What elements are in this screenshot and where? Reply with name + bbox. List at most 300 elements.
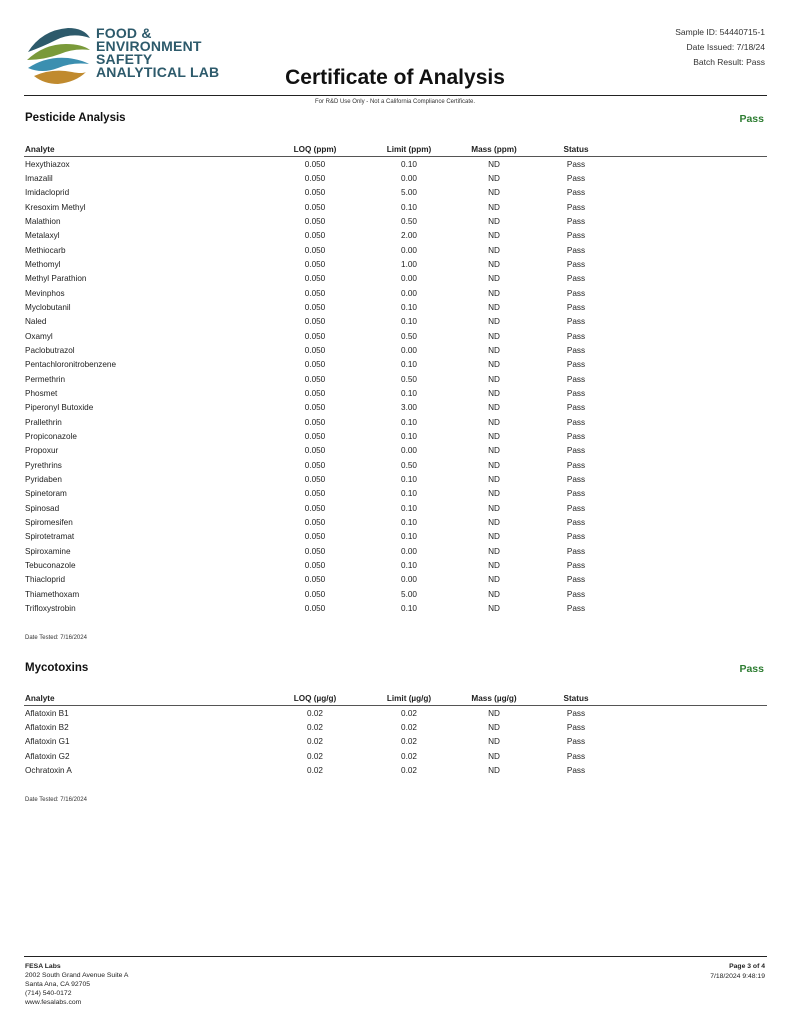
loq-cell: 0.050: [304, 589, 326, 599]
table-row: [24, 763, 767, 777]
analyte-cell: Aflatoxin B1: [25, 708, 69, 718]
mass-cell: ND: [488, 722, 500, 732]
limit-cell: 0.00: [401, 575, 417, 585]
table-row: [24, 444, 767, 458]
status-cell: Pass: [566, 765, 586, 775]
status-cell: Pass: [566, 737, 586, 747]
limit-cell: 0.00: [401, 173, 417, 183]
mass-cell: ND: [488, 560, 500, 570]
table-row: [24, 720, 767, 734]
lab-logo-text: [96, 27, 256, 79]
status-cell: Pass: [566, 446, 586, 456]
status-cell: Pass: [566, 374, 586, 384]
status-cell: Pass: [566, 417, 586, 427]
mass-cell: ND: [488, 751, 500, 761]
column-header-limit: Limit (µg/g): [350, 692, 468, 706]
mass-cell: ND: [488, 603, 500, 613]
phone-number: (714) 540-0172: [25, 990, 72, 997]
status-cell: Pass: [566, 317, 586, 327]
status-cell: Pass: [566, 245, 586, 255]
page-number: Page 3 of 4: [729, 963, 765, 970]
table-row: [24, 601, 767, 615]
mass-cell: ND: [488, 546, 500, 556]
mass-cell: ND: [488, 216, 500, 226]
table-row: [24, 415, 767, 429]
table-row: [24, 573, 767, 587]
loq-cell: 0.02: [307, 708, 323, 718]
limit-cell: 0.50: [401, 374, 417, 384]
limit-cell: 1.00: [401, 259, 417, 269]
footer-divider: [24, 956, 767, 957]
loq-cell: 0.02: [307, 737, 323, 747]
loq-cell: 0.050: [304, 288, 326, 298]
limit-cell: 0.50: [401, 216, 417, 226]
loq-cell: 0.050: [304, 575, 326, 585]
loq-cell: 0.02: [307, 765, 323, 775]
status-cell: Pass: [566, 331, 586, 341]
row-spacer: [632, 429, 767, 443]
limit-cell: 0.10: [401, 360, 417, 370]
sample-id: Sample ID: 54440715-1: [675, 27, 765, 37]
analyte-cell: Thiacloprid: [25, 575, 66, 585]
pesticide-result-badge: Pass: [739, 113, 764, 125]
row-spacer: [632, 472, 767, 486]
table-row: [24, 401, 767, 415]
limit-cell: 0.10: [401, 603, 417, 613]
row-spacer: [632, 358, 767, 372]
row-spacer: [632, 415, 767, 429]
table-row: [24, 329, 767, 343]
analyte-cell: Trifloxystrobin: [25, 603, 76, 613]
analyte-cell: Malathion: [25, 216, 61, 226]
mass-cell: ND: [488, 431, 500, 441]
column-header-spacer: [632, 692, 767, 706]
limit-cell: 5.00: [401, 188, 417, 198]
mass-cell: ND: [488, 575, 500, 585]
status-cell: Pass: [566, 503, 586, 513]
row-spacer: [632, 749, 767, 763]
row-spacer: [632, 200, 767, 214]
row-spacer: [632, 735, 767, 749]
footer-address-block: [25, 962, 128, 1007]
loq-cell: 0.050: [304, 245, 326, 255]
loq-cell: 0.050: [304, 231, 326, 241]
loq-cell: 0.02: [307, 751, 323, 761]
address-line: 2002 South Grand Avenue Suite A: [25, 972, 129, 979]
row-spacer: [632, 315, 767, 329]
row-spacer: [632, 458, 767, 472]
mass-cell: ND: [488, 231, 500, 241]
status-cell: Pass: [566, 216, 586, 226]
table-row: [24, 501, 767, 515]
logo-line: FOOD &: [96, 25, 152, 41]
status-cell: Pass: [566, 159, 586, 169]
mass-cell: ND: [488, 460, 500, 470]
status-cell: Pass: [566, 173, 586, 183]
loq-cell: 0.050: [304, 474, 326, 484]
row-spacer: [632, 386, 767, 400]
mass-cell: ND: [488, 245, 500, 255]
status-cell: Pass: [566, 231, 586, 241]
status-cell: Pass: [566, 274, 586, 284]
analyte-cell: Spiromesifen: [25, 517, 73, 527]
mass-cell: ND: [488, 446, 500, 456]
table-row: [24, 157, 767, 172]
analyte-cell: Spinosad: [25, 503, 60, 513]
mass-cell: ND: [488, 474, 500, 484]
table-row: [24, 343, 767, 357]
analyte-cell: Prallethrin: [25, 417, 62, 427]
column-header-loq: LOQ (ppm): [280, 143, 350, 157]
company-name: FESA Labs: [25, 963, 61, 970]
limit-cell: 0.02: [401, 708, 417, 718]
pesticide-table-body: [24, 157, 767, 616]
limit-cell: 5.00: [401, 589, 417, 599]
row-spacer: [632, 720, 767, 734]
analyte-cell: Methyl Parathion: [25, 274, 87, 284]
row-spacer: [632, 272, 767, 286]
analyte-cell: Propiconazole: [25, 431, 77, 441]
table-row: [24, 487, 767, 501]
mycotoxin-section-title: Mycotoxins: [25, 662, 89, 674]
mass-cell: ND: [488, 302, 500, 312]
row-spacer: [632, 530, 767, 544]
row-spacer: [632, 343, 767, 357]
loq-cell: 0.050: [304, 460, 326, 470]
row-spacer: [632, 171, 767, 185]
table-row: [24, 272, 767, 286]
column-header-loq: LOQ (µg/g): [280, 692, 350, 706]
table-row: [24, 286, 767, 300]
analyte-cell: Imazalil: [25, 173, 53, 183]
mass-cell: ND: [488, 345, 500, 355]
status-cell: Pass: [566, 202, 586, 212]
loq-cell: 0.050: [304, 274, 326, 284]
loq-cell: 0.050: [304, 374, 326, 384]
analyte-cell: Paclobutrazol: [25, 345, 75, 355]
mass-cell: ND: [488, 188, 500, 198]
status-cell: Pass: [566, 489, 586, 499]
address-line: Santa Ana, CA 92705: [25, 981, 91, 988]
row-spacer: [632, 214, 767, 228]
pesticide-table: [24, 143, 767, 616]
table-row: [24, 735, 767, 749]
sample-meta: [675, 25, 765, 70]
row-spacer: [632, 401, 767, 415]
row-spacer: [632, 157, 767, 172]
status-cell: Pass: [566, 259, 586, 269]
analyte-cell: Spinetoram: [25, 489, 67, 499]
limit-cell: 0.50: [401, 331, 417, 341]
mass-cell: ND: [488, 589, 500, 599]
loq-cell: 0.050: [304, 388, 326, 398]
logo-line: SAFETY: [96, 51, 153, 67]
loq-cell: 0.050: [304, 202, 326, 212]
analyte-cell: Methiocarb: [25, 245, 66, 255]
status-cell: Pass: [566, 388, 586, 398]
row-spacer: [632, 444, 767, 458]
loq-cell: 0.050: [304, 159, 326, 169]
limit-cell: 0.10: [401, 431, 417, 441]
date-issued: Date Issued: 7/18/24: [686, 42, 765, 52]
table-header-row: [24, 692, 767, 706]
row-spacer: [632, 300, 767, 314]
limit-cell: 0.10: [401, 417, 417, 427]
limit-cell: 0.10: [401, 474, 417, 484]
mass-cell: ND: [488, 259, 500, 269]
analyte-cell: Tebuconazole: [25, 560, 76, 570]
status-cell: Pass: [566, 345, 586, 355]
loq-cell: 0.050: [304, 417, 326, 427]
table-row: [24, 749, 767, 763]
table-row: [24, 243, 767, 257]
mass-cell: ND: [488, 765, 500, 775]
analyte-cell: Spirotetramat: [25, 532, 75, 542]
status-cell: Pass: [566, 751, 586, 761]
column-header-mass: Mass (µg/g): [468, 692, 520, 706]
loq-cell: 0.050: [304, 489, 326, 499]
row-spacer: [632, 229, 767, 243]
status-cell: Pass: [566, 603, 586, 613]
analyte-cell: Aflatoxin G2: [25, 751, 70, 761]
table-row: [24, 186, 767, 200]
table-header-row: [24, 143, 767, 157]
mass-cell: ND: [488, 173, 500, 183]
limit-cell: 2.00: [401, 231, 417, 241]
limit-cell: 0.10: [401, 317, 417, 327]
limit-cell: 0.00: [401, 546, 417, 556]
mass-cell: ND: [488, 317, 500, 327]
table-row: [24, 558, 767, 572]
loq-cell: 0.050: [304, 360, 326, 370]
status-cell: Pass: [566, 575, 586, 585]
analyte-cell: Permethrin: [25, 374, 66, 384]
loq-cell: 0.050: [304, 532, 326, 542]
row-spacer: [632, 544, 767, 558]
status-cell: Pass: [566, 722, 586, 732]
table-row: [24, 300, 767, 314]
mass-cell: ND: [488, 517, 500, 527]
row-spacer: [632, 763, 767, 777]
table-row: [24, 229, 767, 243]
disclaimer: For R&D Use Only - Not a California Compliance Certificate.: [314, 99, 476, 105]
analyte-cell: Pyridaben: [25, 474, 62, 484]
pesticide-date-tested: Date Tested: 7/16/2024: [25, 635, 87, 641]
analyte-cell: Phosmet: [25, 388, 58, 398]
loq-cell: 0.050: [304, 560, 326, 570]
column-header-analyte: Analyte: [24, 143, 280, 157]
table-row: [24, 472, 767, 486]
limit-cell: 0.00: [401, 288, 417, 298]
analyte-cell: Piperonyl Butoxide: [25, 403, 94, 413]
column-header-spacer: [632, 143, 767, 157]
column-header-analyte: Analyte: [24, 692, 280, 706]
column-header-status: Status: [520, 692, 632, 706]
table-row: [24, 315, 767, 329]
row-spacer: [632, 286, 767, 300]
analyte-cell: Aflatoxin G1: [25, 737, 70, 747]
table-row: [24, 257, 767, 271]
row-spacer: [632, 487, 767, 501]
limit-cell: 0.10: [401, 517, 417, 527]
logo-line: ANALYTICAL LAB: [96, 64, 220, 80]
row-spacer: [632, 573, 767, 587]
mass-cell: ND: [488, 288, 500, 298]
mycotoxin-date-tested: Date Tested: 7/16/2024: [25, 797, 87, 803]
row-spacer: [632, 186, 767, 200]
lab-logo-icon: [22, 22, 94, 88]
limit-cell: 0.10: [401, 560, 417, 570]
status-cell: Pass: [566, 460, 586, 470]
row-spacer: [632, 587, 767, 601]
loq-cell: 0.050: [304, 216, 326, 226]
limit-cell: 0.02: [401, 765, 417, 775]
mass-cell: ND: [488, 503, 500, 513]
mycotoxin-result-badge: Pass: [739, 663, 764, 675]
mass-cell: ND: [488, 360, 500, 370]
limit-cell: 0.10: [401, 532, 417, 542]
row-spacer: [632, 601, 767, 615]
status-cell: Pass: [566, 302, 586, 312]
limit-cell: 0.02: [401, 722, 417, 732]
table-row: [24, 706, 767, 721]
column-header-limit: Limit (ppm): [350, 143, 468, 157]
print-timestamp: 7/18/2024 9:48:19: [710, 973, 765, 980]
table-row: [24, 515, 767, 529]
analyte-cell: Propoxur: [25, 446, 59, 456]
logo-line: ENVIRONMENT: [96, 38, 202, 54]
mass-cell: ND: [488, 417, 500, 427]
document-title: Certificate of Analysis: [285, 66, 505, 89]
limit-cell: 0.02: [401, 751, 417, 761]
status-cell: Pass: [566, 474, 586, 484]
limit-cell: 0.10: [401, 489, 417, 499]
status-cell: Pass: [566, 589, 586, 599]
limit-cell: 0.00: [401, 245, 417, 255]
limit-cell: 0.00: [401, 345, 417, 355]
row-spacer: [632, 243, 767, 257]
row-spacer: [632, 558, 767, 572]
row-spacer: [632, 515, 767, 529]
loq-cell: 0.050: [304, 431, 326, 441]
status-cell: Pass: [566, 708, 586, 718]
limit-cell: 0.00: [401, 274, 417, 284]
limit-cell: 0.10: [401, 388, 417, 398]
mycotoxin-table: [24, 692, 767, 778]
analyte-cell: Ochratoxin A: [25, 765, 72, 775]
analyte-cell: Mevinphos: [25, 288, 65, 298]
loq-cell: 0.050: [304, 302, 326, 312]
loq-cell: 0.050: [304, 345, 326, 355]
table-row: [24, 587, 767, 601]
analyte-cell: Aflatoxin B2: [25, 722, 69, 732]
mass-cell: ND: [488, 331, 500, 341]
limit-cell: 3.00: [401, 403, 417, 413]
status-cell: Pass: [566, 560, 586, 570]
mass-cell: ND: [488, 374, 500, 384]
limit-cell: 0.02: [401, 737, 417, 747]
analyte-cell: Metalaxyl: [25, 231, 60, 241]
analyte-cell: Thiamethoxam: [25, 589, 80, 599]
status-cell: Pass: [566, 403, 586, 413]
analyte-cell: Kresoxim Methyl: [25, 202, 86, 212]
row-spacer: [632, 257, 767, 271]
table-row: [24, 200, 767, 214]
loq-cell: 0.050: [304, 403, 326, 413]
table-row: [24, 214, 767, 228]
analyte-cell: Myclobutanil: [25, 302, 71, 312]
column-header-status: Status: [520, 143, 632, 157]
table-row: [24, 358, 767, 372]
loq-cell: 0.050: [304, 331, 326, 341]
footer-page-info: [710, 962, 765, 982]
limit-cell: 0.10: [401, 503, 417, 513]
loq-cell: 0.050: [304, 546, 326, 556]
table-row: [24, 171, 767, 185]
row-spacer: [632, 706, 767, 721]
analyte-cell: Methomyl: [25, 259, 61, 269]
table-row: [24, 372, 767, 386]
analyte-cell: Spiroxamine: [25, 546, 71, 556]
limit-cell: 0.10: [401, 302, 417, 312]
table-row: [24, 458, 767, 472]
mass-cell: ND: [488, 159, 500, 169]
analyte-cell: Naled: [25, 317, 47, 327]
limit-cell: 0.10: [401, 202, 417, 212]
loq-cell: 0.050: [304, 259, 326, 269]
analyte-cell: Hexythiazox: [25, 159, 70, 169]
mass-cell: ND: [488, 532, 500, 542]
loq-cell: 0.02: [307, 722, 323, 732]
mass-cell: ND: [488, 403, 500, 413]
analyte-cell: Pentachloronitrobenzene: [25, 360, 117, 370]
website-link[interactable]: www.fesalabs.com: [25, 999, 82, 1006]
mass-cell: ND: [488, 202, 500, 212]
row-spacer: [632, 329, 767, 343]
row-spacer: [632, 372, 767, 386]
status-cell: Pass: [566, 288, 586, 298]
limit-cell: 0.50: [401, 460, 417, 470]
loq-cell: 0.050: [304, 603, 326, 613]
table-row: [24, 386, 767, 400]
status-cell: Pass: [566, 546, 586, 556]
analyte-cell: Oxamyl: [25, 331, 53, 341]
table-row: [24, 530, 767, 544]
pesticide-section-title: Pesticide Analysis: [25, 112, 126, 124]
limit-cell: 0.00: [401, 446, 417, 456]
mass-cell: ND: [488, 489, 500, 499]
loq-cell: 0.050: [304, 188, 326, 198]
header-divider: [24, 95, 767, 96]
column-header-mass: Mass (ppm): [468, 143, 520, 157]
status-cell: Pass: [566, 431, 586, 441]
row-spacer: [632, 501, 767, 515]
batch-result: Batch Result: Pass: [693, 57, 765, 67]
table-row: [24, 544, 767, 558]
status-cell: Pass: [566, 517, 586, 527]
loq-cell: 0.050: [304, 503, 326, 513]
status-cell: Pass: [566, 532, 586, 542]
mass-cell: ND: [488, 274, 500, 284]
loq-cell: 0.050: [304, 173, 326, 183]
mass-cell: ND: [488, 708, 500, 718]
status-cell: Pass: [566, 360, 586, 370]
loq-cell: 0.050: [304, 517, 326, 527]
loq-cell: 0.050: [304, 446, 326, 456]
analyte-cell: Pyrethrins: [25, 460, 62, 470]
mass-cell: ND: [488, 737, 500, 747]
mycotoxin-table-body: [24, 706, 767, 778]
